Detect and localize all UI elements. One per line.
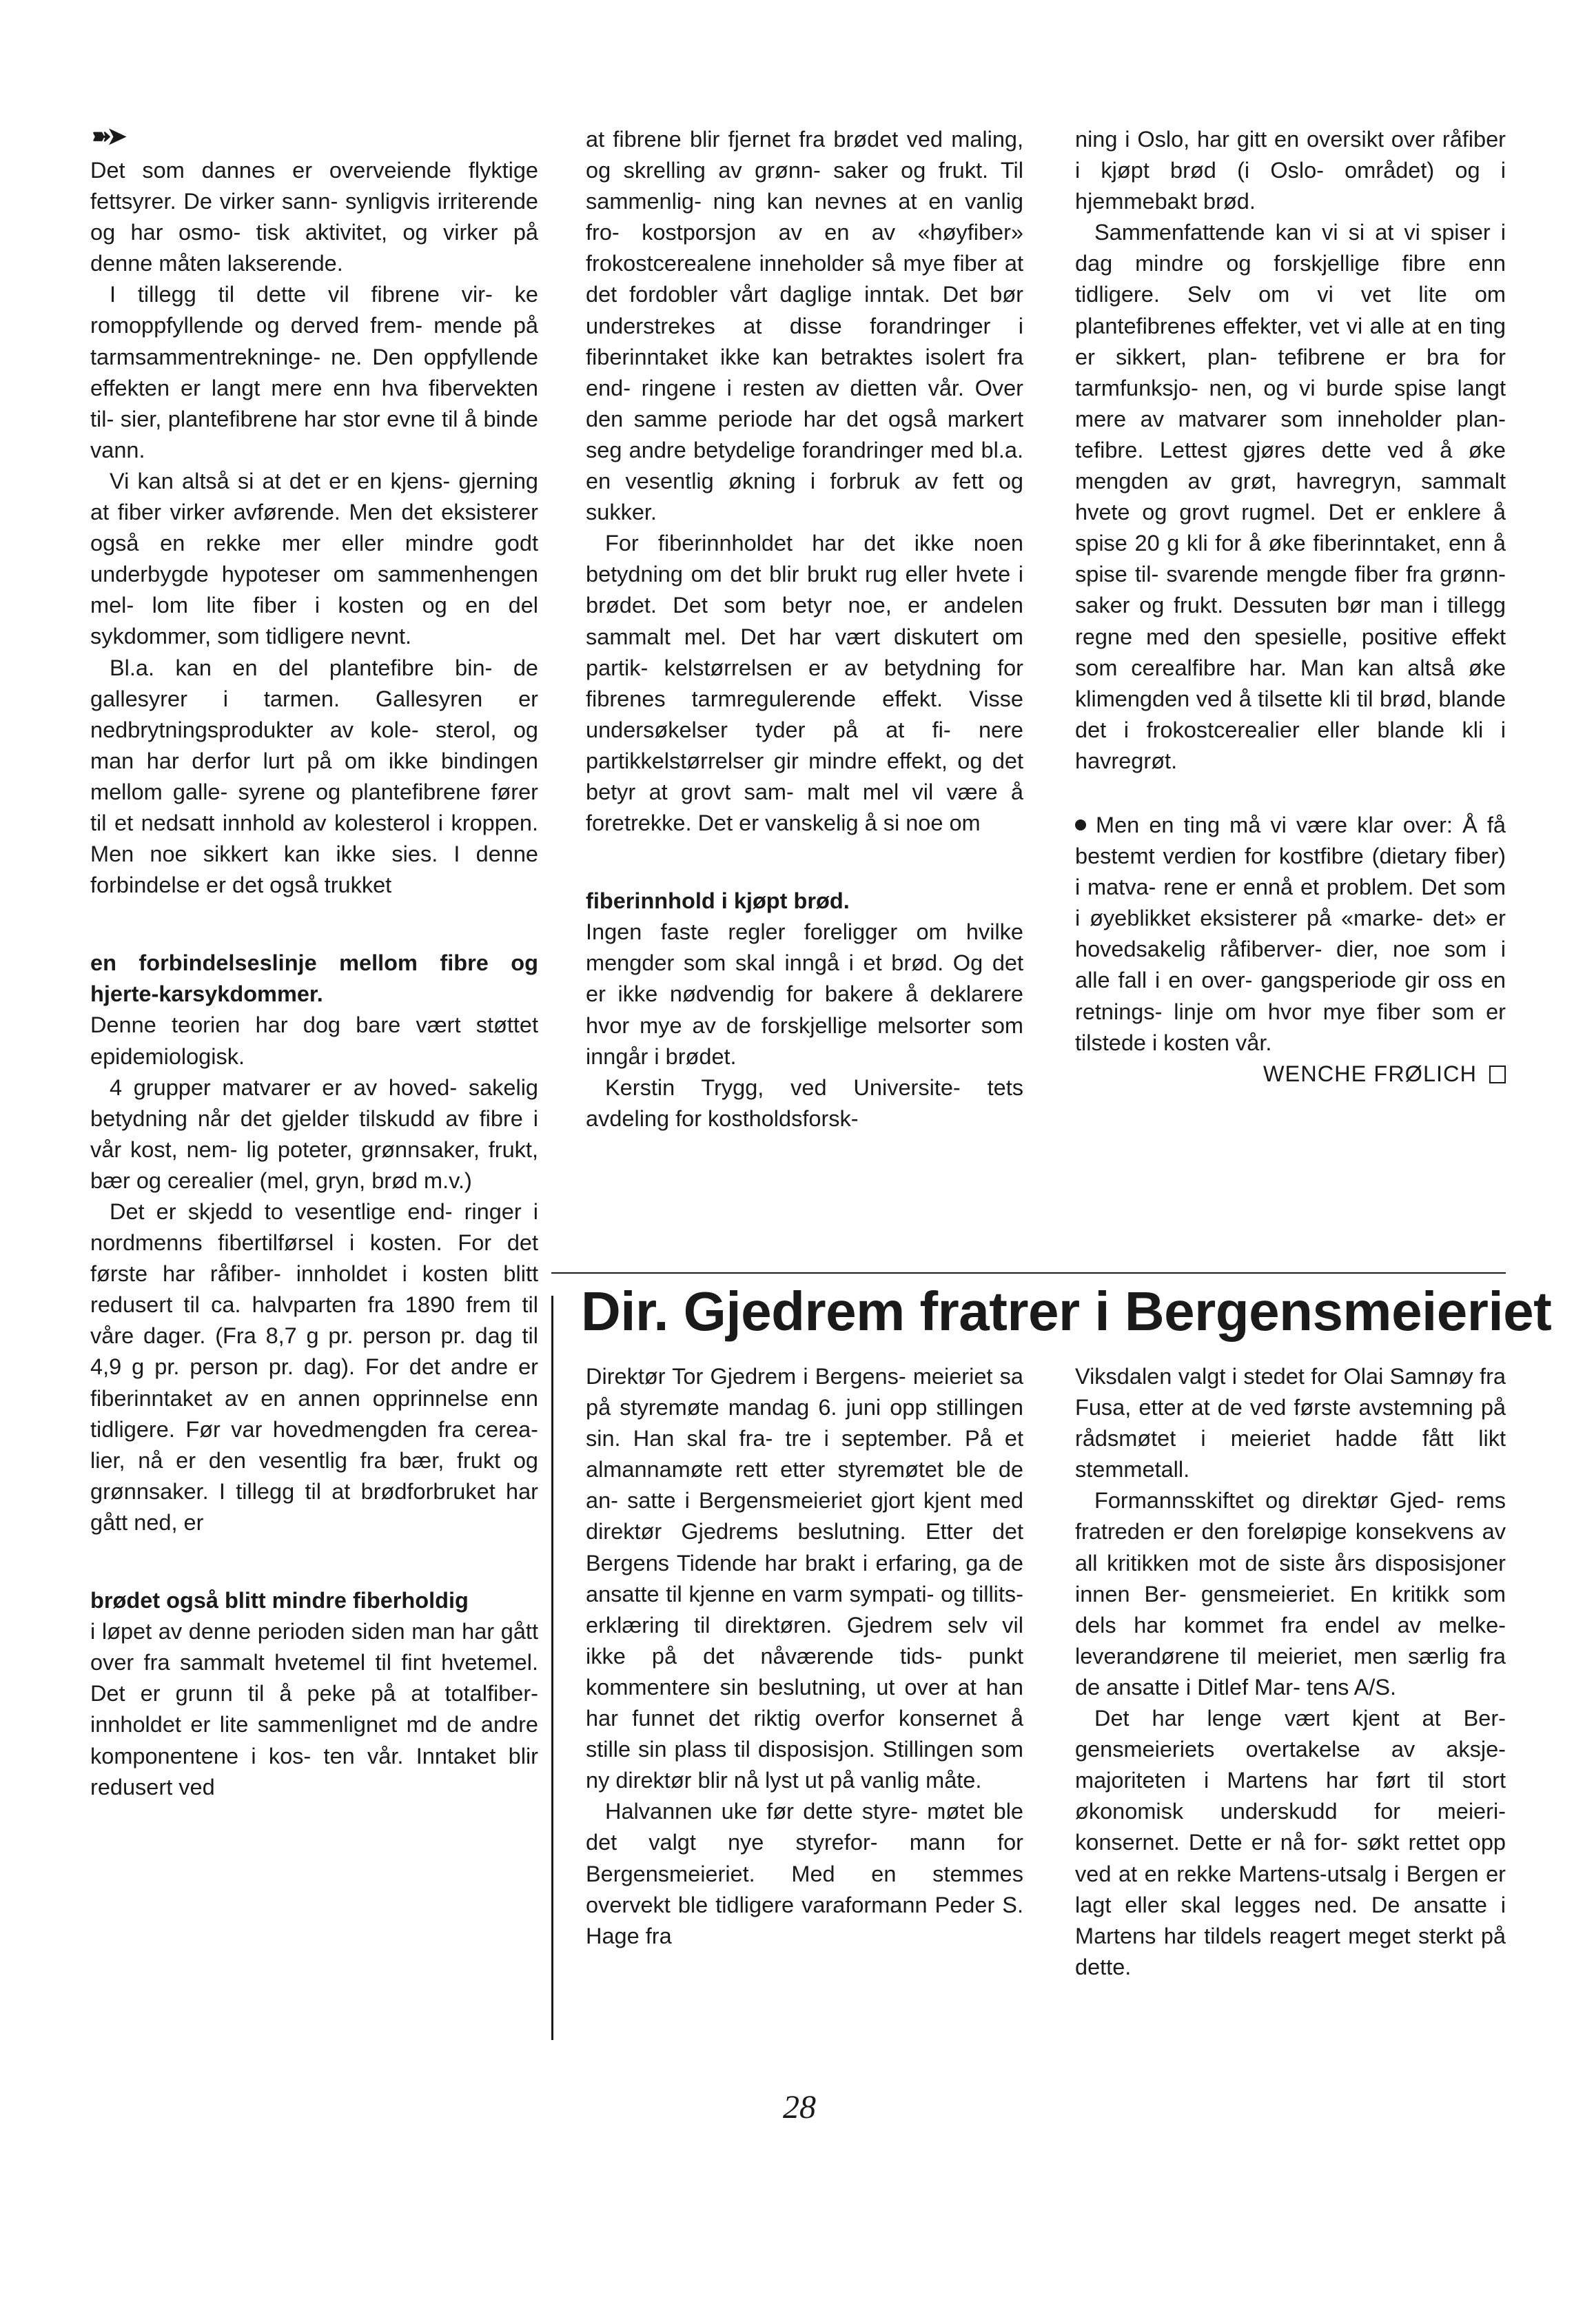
byline — [1075, 1059, 1506, 1090]
article1-column-2 — [586, 124, 1023, 1134]
subheading: fiberinnhold i kjøpt brød. — [586, 888, 850, 914]
paragraph: Sammenfattende kan vi si at vi spiser i dag mindre og forskjellige fibre enn tidligere. Selv om vi vet lite om plantefibrenes effekter, vet vi alle at en ting er sikkert, plan- tefibrene er bra for tarmfunksjo- nen, og vi burde spise langt mere av matvarer som inneholder plan- tefibre. Lettest gjøres dette ved å øke mengden av grøt, havregryn, sammalt hvete og grovt rugmel. Det er enklere å spise 20 g kli for å øke fiberinntaket, enn å spise til- svarende mengde fiber fra grønn- saker og frukt. Dessuten bør man i tillegg regne med den spesielle, positive effekt som cerealfibre har. Man kan altså øke klimengden ved å tilsette kli til brød, blande det i frokostcerealier eller blande kli i havregrøt. — [1075, 220, 1506, 773]
article1-column-3 — [1075, 124, 1506, 1090]
article1-column-1 — [90, 155, 538, 1803]
paragraph: For fiberinnholdet har det ikke noen betydning om det blir brukt rug eller hvete i brødet. Det som betyr noe, er andelen sammalt mel. Det har vært diskutert om partik- kelstørrelsen er av betydning for fibrenes tarmregulerende effekt. Visse undersøkelser tyder på at fi- nere partikkelstørrelser gir mindre effekt, og det betyr at grovt sam- malt mel vil være å foretrekke. Det er vanskelig å si noe om — [586, 531, 1023, 836]
paragraph: 4 grupper matvarer er av hoved- sakelig betydning når det gjelder tilskudd av fibre i vår kost, nem- lig poteter, grønnsaker, frukt, bær og cerealier (mel, gryn, brød m.v.) — [90, 1074, 538, 1193]
subheading: en forbindelseslinje mellom fibre og hjerte-karsykdommer. — [90, 950, 538, 1007]
author-name: WENCHE FRØLICH — [1263, 1061, 1477, 1086]
paragraph: Det er skjedd to vesentlige end- ringer i nordmenns fibertilførsel i kosten. For det første har råfiber- innholdet i kosten blitt redusert til ca. halvparten fra 1890 frem til våre dager. (Fra 8,7 g pr. person pr. dag til 4,9 g pr. person pr. dag). For det andre er fiberinntaket av en annen opprinnelse enn tidligere. Før var hovedmengden fra cerea- lier, nå er den vesentlig fra bær, frukt og grønnsaker. I tillegg til at brødforbruket har gått ned, er — [90, 1199, 538, 1535]
paragraph: i løpet av denne perioden siden man har gått over fra sammalt hvetemel til fint hvetemel. Det er grunn til å peke på at totalfiber- innholdet er lite sammenlignet md de andre komponentene i kos- ten vår. Inntaket blir redusert ved — [90, 1619, 538, 1800]
paragraph: Denne teorien har dog bare vært støttet epidemiologisk. — [90, 1012, 538, 1069]
paragraph — [1075, 810, 1506, 1059]
article2-column-1 — [586, 1361, 1023, 1952]
paragraph: Direktør Tor Gjedrem i Bergens- meieriet sa på styremøte mandag 6. juni opp stillingen sin. Han skal fra- tre i september. På et almannamøte rett etter styremøtet ble de an- satte i Bergensmeieriet gjort kjent med direktør Gjedrems beslutning. Etter det Bergens Tidende har brakt i erfaring, ga de ansatte til kjenne en varm sympati- og tillits- erklæring til direktøren. Gjedrem selv vil ikke på det nåværende tids- punkt kommentere sin beslutning, ut over at han har funnet det riktig overfor konsernet å stille sin plass til disposisjon. Stillingen som ny direktør blir nå lyst ut på vanlig måte. — [586, 1364, 1023, 1793]
paragraph: Vi kan altså si at det er en kjens- gjerning at fiber virker avførende. Men det eksisterer også en rekke mer eller mindre godt underbygde hypoteser om sammenhengen mel- lom lite fiber i kosten og en del sykdommer, som tidligere nevnt. — [90, 468, 538, 649]
paragraph: Bl.a. kan en del plantefibre bin- de gallesyrer i tarmen. Gallesyren er nedbrytningsprodukter av kole- sterol, og man har derfor lurt på om ikke bindingen mellom galle- syrene og plantefibrene fører til et nedsatt innhold av kolesterol i kroppen. Men noe sikkert kan ikke sies. I denne forbindelse er det også trukket — [90, 655, 538, 898]
paragraph: Halvannen uke før dette styre- møtet ble det valgt nye styrefor- mann for Bergensmeieriet. Med en stemmes overvekt ble tidligere varaformann Peder S. Hage fra — [586, 1799, 1023, 1948]
paragraph: Kerstin Trygg, ved Universite- tets avdeling for kostholdsforsk- — [586, 1074, 1023, 1131]
paragraph: ning i Oslo, har gitt en oversikt over råfiber i kjøpt brød (i Oslo- området) og i hjemmebakt brød. — [1075, 127, 1506, 214]
paragraph: Det har lenge vært kjent at Ber- gensmeieriets overtakelse av aksje- majoriteten i Martens har ført til stort økonomisk underskudd for meieri-konsernet. Dette er nå for- søkt rettet opp ved at en rekke Martens-utsalg i Bergen er lagt eller skal legges ned. De ansatte i Martens har tildels reagert meget sterkt på dette. — [1075, 1706, 1506, 1979]
continuation-arrow-icon: ➽➤ — [92, 123, 123, 150]
paragraph: Det som dannes er overveiende flyktige fettsyrer. De virker sann- synligvis irriterende og har osmo- tisk aktivitet, og virker på denne måten lakserende. — [90, 158, 538, 276]
subheading: brødet også blitt mindre fiberholdig — [90, 1588, 469, 1613]
column-divider — [551, 1296, 553, 2040]
headline: Dir. Gjedrem fratrer i Bergensmeieriet — [581, 1281, 1552, 1342]
page-number: 28 — [783, 2089, 816, 2126]
paragraph: I tillegg til dette vil fibrene vir- ke romoppfyllende og derved frem- mende på tarmsammentrekninge- ne. Den oppfyllende effekten er langt mere enn hva fibervekten til- sier, plantefibrene har stor evne til å binde vann. — [90, 282, 538, 462]
article2-column-2 — [1075, 1361, 1506, 1983]
paragraph: Viksdalen valgt i stedet for Olai Samnøy fra Fusa, etter at de ved første avstemning på rådsmøtet i meieriet hadde fått likt stemmetall. — [1075, 1364, 1506, 1482]
article-separator — [551, 1272, 1506, 1274]
paragraph: at fibrene blir fjernet fra brødet ved maling, og skrelling av grønn- saker og frukt. Til sammenlig- ning kan nevnes at en vanlig fro- kostporsjon av en av «høyfiber» frokostcerealene inneholder så mye fiber at det fordobler vårt daglige inntak. Det bør understrekes at disse forandringer i fiberinntaket ikke kan betraktes isolert fra end- ringene i resten av dietten vår. Over den samme periode har det også markert seg andre betydelige forandringer med bl.a. en vesentlig økning i forbruk av fett og sukker. — [586, 127, 1023, 525]
bullet-icon — [1075, 819, 1086, 830]
paragraph: Formannsskiftet og direktør Gjed- rems fratreden er den foreløpige konsekvens av all kritikken mot de siste års disposisjoner innen Ber- gensmeieriet. En kritikk som dels har kommet fra endel av melke- leverandørene til meieriet, men særlig fra de ansatte i Ditlef Mar- tens A/S. — [1075, 1488, 1506, 1700]
end-mark-icon — [1489, 1066, 1506, 1083]
paragraph-text: Men en ting må vi være klar over: Å få bestemt verdien for kostfibre (dietary fiber) i matva- rene er ennå et problem. Det som i øyeblikket eksisterer på «marke- det» er hovedsakelig råfiberver- dier, noe som i alle fall i en over- gangsperiode gir oss en retnings- linje om hvor mye fiber som er tilstede i kosten vår. — [1075, 812, 1506, 1055]
paragraph: Ingen faste regler foreligger om hvilke mengder som skal inngå i et brød. Og det er ikke nødvendig for bakere å deklarere hvor mye av de forskjellige melsorter som inngår i brødet. — [586, 919, 1023, 1069]
